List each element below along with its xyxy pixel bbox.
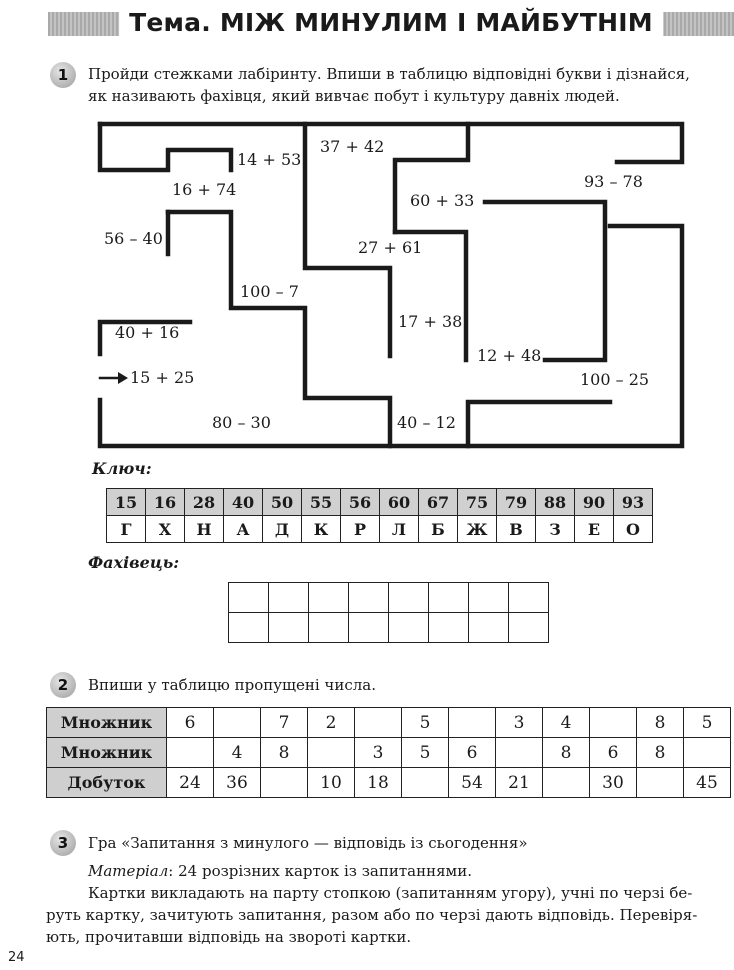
page-number: 24 [8,950,25,965]
answer-cell[interactable] [349,613,389,643]
key-letter: К [302,516,341,543]
key-number: 67 [419,489,458,516]
key-letters-row [107,516,653,543]
maze-wall [100,226,682,446]
maze-expression: 37 + 42 [320,137,385,156]
mult-cell[interactable]: 8 [261,738,308,768]
maze-wall [485,202,605,360]
answer-cell[interactable] [269,613,309,643]
start-arrow-head [118,372,128,384]
row-header: Множник [47,708,167,738]
key-number: 56 [341,489,380,516]
answer-cell[interactable] [509,613,549,643]
mult-cell[interactable] [308,738,355,768]
maze-expression: 17 + 38 [398,312,463,331]
mult-row-product [47,768,731,798]
maze-expression: 80 – 30 [212,413,271,432]
maze-expression: 60 + 33 [410,191,475,210]
key-numbers-row [107,489,653,516]
answer-row [229,613,549,643]
mult-cell[interactable]: 8 [637,708,684,738]
key-letter: Ж [458,516,497,543]
answer-cell[interactable] [429,613,469,643]
key-letter: А [224,516,263,543]
key-number: 15 [107,489,146,516]
row-header: Множник [47,738,167,768]
maze-expression: 15 + 25 [130,368,195,387]
mult-cell[interactable]: 5 [402,738,449,768]
mult-cell[interactable] [214,708,261,738]
mult-cell[interactable] [684,738,731,768]
mult-cell[interactable]: 8 [543,738,590,768]
maze-expression: 100 – 7 [240,282,299,301]
task-3-para-line1: Картки викладають на парту стопкою (запитанням угору), учні по черзі бе- [88,884,693,902]
task-1-text-line1: Пройди стежками лабіринту. Впиши в таблицю відповідні букви і дізнайся, [88,65,690,83]
key-number: 79 [497,489,536,516]
key-number: 75 [458,489,497,516]
mult-cell[interactable]: 36 [214,768,261,798]
key-number: 88 [536,489,575,516]
answer-cell[interactable] [269,583,309,613]
mult-cell[interactable]: 4 [214,738,261,768]
key-number: 28 [185,489,224,516]
mult-cell[interactable] [355,708,402,738]
answer-cell[interactable] [349,583,389,613]
key-number: 40 [224,489,263,516]
answer-cell[interactable] [389,583,429,613]
key-letter: Д [263,516,302,543]
key-label: Ключ: [92,459,152,478]
multiplication-table [46,707,731,798]
mult-cell[interactable]: 2 [308,708,355,738]
mult-cell[interactable]: 3 [355,738,402,768]
specialist-label: Фахівець: [88,553,180,572]
key-letter: В [497,516,536,543]
maze-expression: 16 + 74 [172,180,237,199]
maze-expression: 40 – 12 [397,413,456,432]
mult-cell[interactable]: 10 [308,768,355,798]
mult-cell[interactable]: 6 [590,738,637,768]
task-3-title: Гра «Запитання з минулого — відповідь із сьогодення» [88,834,528,852]
task-2-number: 2 [50,672,76,698]
material-label: Матеріал [88,862,169,880]
page-title: Тема. МІЖ МИНУЛИМ І МАЙБУТНІМ [119,8,663,37]
answer-row [229,583,549,613]
key-letter: О [614,516,653,543]
key-letter: Н [185,516,224,543]
mult-cell[interactable]: 7 [261,708,308,738]
answer-cell[interactable] [469,583,509,613]
mult-cell[interactable]: 21 [496,768,543,798]
answer-cell[interactable] [389,613,429,643]
answer-cell[interactable] [309,583,349,613]
answer-cell[interactable] [229,583,269,613]
mult-cell[interactable] [402,768,449,798]
mult-cell[interactable] [167,738,214,768]
task-3-para-line2: руть картку, зачитують запитання, разом або по черзі дають відповідь. Перевіря- [46,906,698,924]
key-number: 90 [575,489,614,516]
mult-row-factor1 [47,708,731,738]
mult-cell[interactable] [637,768,684,798]
key-number: 55 [302,489,341,516]
maze-expression: 100 – 25 [580,370,650,389]
mult-cell[interactable]: 54 [449,768,496,798]
mult-cell[interactable] [543,768,590,798]
maze-wall [100,124,231,170]
mult-cell[interactable]: 6 [449,738,496,768]
mult-cell[interactable] [449,708,496,738]
mult-cell[interactable]: 4 [543,708,590,738]
answer-grid [228,582,549,643]
maze-expression: 40 + 16 [115,323,180,342]
maze-wall [100,124,682,162]
answer-cell[interactable] [509,583,549,613]
maze-wall [168,212,390,446]
mult-cell[interactable]: 6 [167,708,214,738]
answer-cell[interactable] [309,613,349,643]
key-number: 93 [614,489,653,516]
mult-cell[interactable]: 18 [355,768,402,798]
task-1-text-line2: як називають фахівця, який вивчає побут і культуру давніх людей. [88,87,620,105]
mult-cell[interactable] [496,738,543,768]
key-table [106,488,653,543]
maze-wall [395,124,468,232]
key-number: 50 [263,489,302,516]
answer-cell[interactable] [469,613,509,643]
maze-wall [468,402,610,446]
mult-row-factor2 [47,738,731,768]
key-number: 60 [380,489,419,516]
answer-cell[interactable] [429,583,469,613]
mult-cell[interactable]: 24 [167,768,214,798]
task-3-para-line3: ють, прочитавши відповідь на звороті картки. [46,928,412,946]
maze-expression: 14 + 53 [237,150,302,169]
row-header: Добуток [47,768,167,798]
title-bar [48,8,734,40]
key-letter: Б [419,516,458,543]
key-letter: З [536,516,575,543]
maze-expression: 56 – 40 [104,229,163,248]
mult-cell[interactable]: 30 [590,768,637,798]
mult-cell[interactable]: 3 [496,708,543,738]
task-3-number: 3 [50,830,76,856]
task-1-number: 1 [50,62,76,88]
key-letter: Л [380,516,419,543]
key-letter: Г [107,516,146,543]
task-2-text: Впиши у таблицю пропущені числа. [88,676,376,694]
maze-expression: 93 – 78 [584,172,643,191]
answer-cell[interactable] [229,613,269,643]
maze-expression: 12 + 48 [477,346,542,365]
material-text: : 24 розрізних карток із запитаннями. [168,862,472,880]
key-letter: Р [341,516,380,543]
maze-expression: 27 + 61 [358,238,423,257]
mult-cell[interactable]: 8 [637,738,684,768]
key-letter: Е [575,516,614,543]
key-number: 16 [146,489,185,516]
mult-cell[interactable]: 45 [684,768,731,798]
task-3-material [88,860,472,882]
mult-cell[interactable] [261,768,308,798]
mult-cell[interactable] [590,708,637,738]
mult-cell[interactable]: 5 [684,708,731,738]
mult-cell[interactable]: 5 [402,708,449,738]
key-letter: Х [146,516,185,543]
